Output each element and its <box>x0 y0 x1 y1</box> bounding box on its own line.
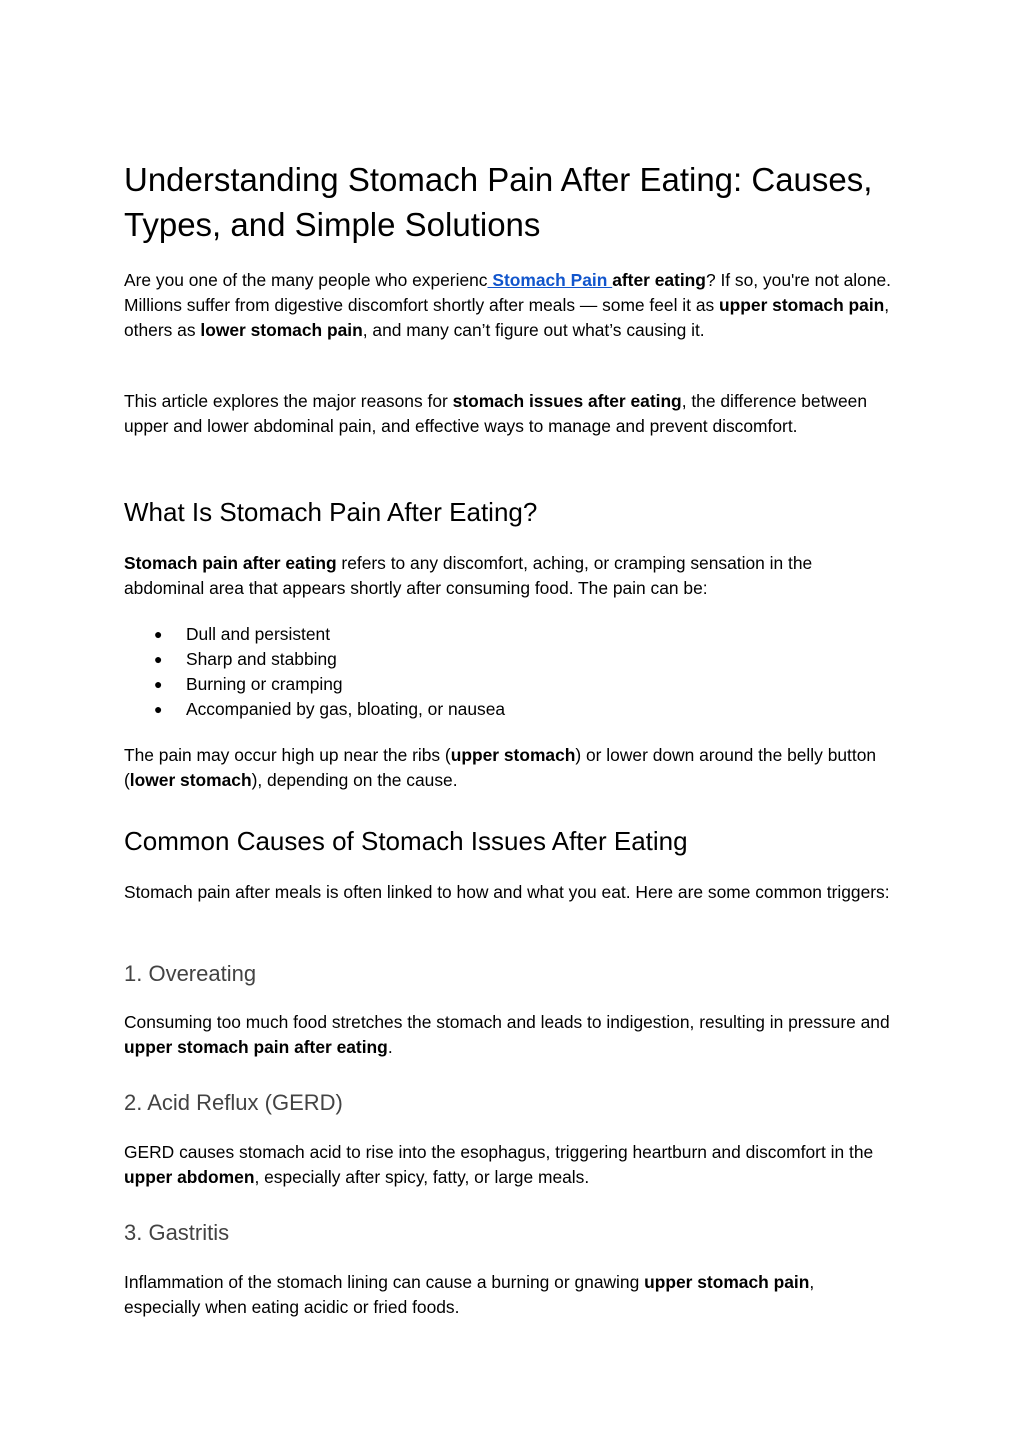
page-title: Understanding Stomach Pain After Eating: Causes, Types, and Simple Solutions <box>124 161 873 243</box>
article-paragraph <box>124 389 894 439</box>
article-bold-1: stomach issues after eating <box>452 391 682 411</box>
section-heading-common-causes: Common Causes of Stomach Issues After Eating <box>124 826 688 856</box>
intro-bold-2: upper stomach pain <box>719 295 885 315</box>
location-text-3: ), depending on the cause. <box>251 770 458 790</box>
intro-text-2: ? If so, you're not alone. Millions suffer from digestive discomfort shortly after meals — some feel it as <box>124 270 892 315</box>
bullet-icon: ● <box>154 676 163 692</box>
cause-text-2: , especially after spicy, fatty, or large meals. <box>254 1167 590 1187</box>
cause-paragraph-acid-reflux <box>124 1140 894 1190</box>
list-item <box>124 672 505 697</box>
cause-paragraph-overeating <box>124 1010 894 1060</box>
cause-paragraph-gastritis <box>124 1270 894 1320</box>
list-item-label: Sharp and stabbing <box>186 649 337 669</box>
location-text-1: The pain may occur high up near the ribs ( <box>124 745 451 765</box>
article-text-2: , the difference between upper and lower abdominal pain, and effective ways to manage and prevent discomfort. <box>124 391 867 436</box>
location-text-2: ) or lower down around the belly button ( <box>124 745 877 790</box>
intro-text-1: Are you one of the many people who experienc <box>124 270 488 290</box>
list-item-label: Accompanied by gas, bloating, or nausea <box>186 699 506 719</box>
cause-text-1: GERD causes stomach acid to rise into the esophagus, triggering heartburn and discomfort in the <box>124 1142 874 1162</box>
list-item <box>124 647 505 672</box>
cause-heading-overeating: 1. Overeating <box>124 961 257 986</box>
cause-bold: upper stomach pain after eating <box>124 1037 388 1057</box>
cause-text-1: Consuming too much food stretches the stomach and leads to indigestion, resulting in pressure and <box>124 1012 890 1032</box>
intro-paragraph <box>124 268 894 343</box>
location-bold-1: upper stomach <box>450 745 576 765</box>
cause-heading-acid-reflux: 2. Acid Reflux (GERD) <box>124 1090 343 1115</box>
intro-bold-3: lower stomach pain <box>200 320 363 340</box>
cause-bold: upper abdomen <box>124 1167 255 1187</box>
list-item-label: Burning or cramping <box>186 674 343 694</box>
intro-text-3: , others as <box>124 295 890 340</box>
bullet-icon: ● <box>154 626 163 642</box>
location-bold-2: lower stomach <box>129 770 252 790</box>
stomach-pain-link[interactable]: Stomach Pain <box>487 270 613 290</box>
list-item <box>124 697 505 722</box>
definition-bold: Stomach pain after eating <box>124 553 337 573</box>
cause-bold: upper stomach pain <box>644 1272 810 1292</box>
article-text-1: This article explores the major reasons for <box>124 391 453 411</box>
location-paragraph <box>124 743 894 793</box>
intro-text-4: , and many can’t figure out what’s causing it. <box>362 320 705 340</box>
causes-intro-paragraph: Stomach pain after meals is often linked to how and what you eat. Here are some common triggers: <box>124 882 890 902</box>
cause-text-1: Inflammation of the stomach lining can cause a burning or gnawing <box>124 1272 645 1292</box>
definition-text: refers to any discomfort, aching, or cramping sensation in the abdominal area that appears shortly after consuming food. The pain can be: <box>124 553 813 598</box>
pain-types-list <box>124 622 505 722</box>
cause-text-2: . <box>387 1037 393 1057</box>
intro-bold-1: after eating <box>612 270 706 290</box>
list-item-label: Dull and persistent <box>186 624 331 644</box>
bullet-icon: ● <box>154 651 163 667</box>
definition-paragraph <box>124 551 894 601</box>
section-heading-what-is: What Is Stomach Pain After Eating? <box>124 497 538 527</box>
cause-heading-gastritis: 3. Gastritis <box>124 1220 230 1245</box>
cause-text-2: , especially when eating acidic or fried foods. <box>124 1272 815 1317</box>
bullet-icon: ● <box>154 701 163 717</box>
list-item <box>124 622 505 647</box>
